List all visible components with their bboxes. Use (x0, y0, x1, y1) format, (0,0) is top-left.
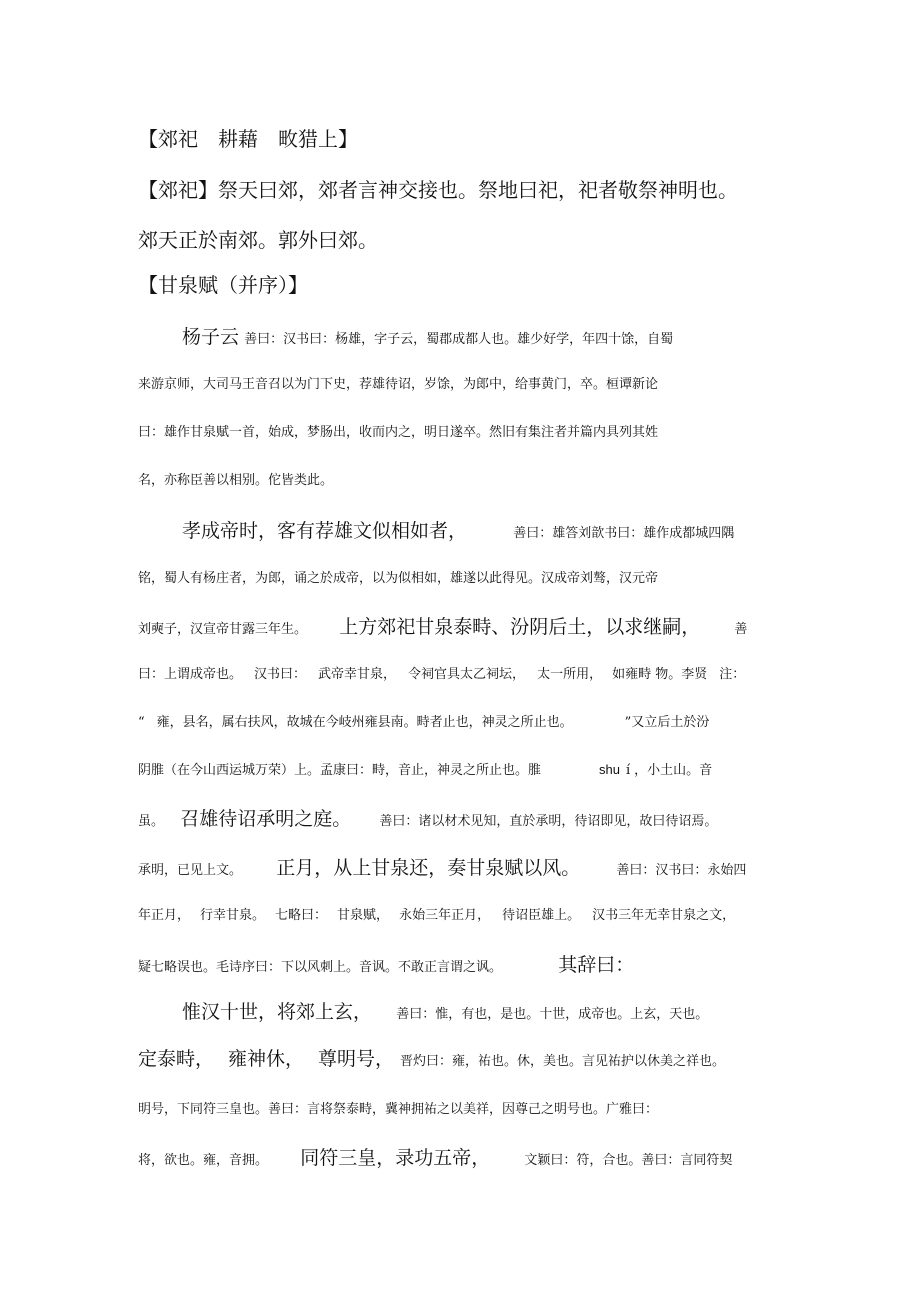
main-text: 其辞曰： (558, 954, 635, 976)
main-text: 杨子云 (182, 326, 240, 348)
pinyin: shu (599, 762, 620, 777)
annotation-line: 曰：雄作甘泉赋一首，始成，梦肠出，收而内之，明日遂卒。然旧有集注者并篇内具列其姓 (138, 425, 659, 440)
annotation-segment: 武帝幸甘泉， (318, 667, 397, 682)
annotation-segment: 甘泉赋， (337, 908, 390, 923)
main-text: 上方郊祀甘泉泰畤、汾阴后土，以求继嗣， (339, 616, 701, 638)
text-line (138, 612, 747, 639)
section-heading: 【甘泉赋（并序）】 (138, 273, 308, 297)
annotation-line: 明号，下同符三皇也。善曰：言将祭泰畤，冀神拥祐之以美祥，因尊己之明号也。广雅曰： (138, 1102, 659, 1117)
annotation-line: 名，亦称臣善以相别。佗皆类此。 (138, 473, 334, 488)
annotation-segment: 待诏臣雄上。 (502, 908, 581, 923)
annotation-segment: ，小土山。音 (634, 763, 713, 778)
annotation-segment: 雍，县名，属右扶风，故城在今岐州雍县南。畤者止也，神灵之所止也。 (156, 715, 573, 730)
annotation: 善曰：雄答刘歆书曰：雄作成都城四隅 (513, 526, 735, 541)
annotation-line (138, 759, 712, 778)
annotation-segment: 曰：上谓成帝也。 (138, 667, 243, 682)
main-text: 惟汉十世，将郊上玄， (182, 1001, 373, 1023)
annotation: 文颖曰：符，合也。善曰：言同符契 (524, 1153, 733, 1168)
annotation-line: 来游京师，大司马王音召以为门下史，荐雄待诏，岁馀，为郎中，给事黄门，卒。桓谭新论 (138, 377, 659, 392)
annotation-line (138, 904, 735, 923)
annotation-segment: 汉书曰： (254, 667, 307, 682)
text-line (182, 997, 708, 1024)
main-text: 孝成帝时，客有荐雄文似相如者， (182, 520, 468, 542)
annotation: 善曰：诸以材术见知，直於承明，待诏即见，故曰待诏焉。 (379, 814, 718, 829)
annotation-segment: 如雍畤 物。李贤 (612, 667, 708, 682)
text-line (138, 1143, 732, 1170)
annotation-segment: ”又立后土於汾 (624, 715, 710, 730)
main-text: 尊明号， (318, 1048, 395, 1070)
open-quote: “ (138, 715, 145, 730)
text-line (138, 853, 746, 880)
annotation-line: 铭，蜀人有杨庄者，为郎，诵之於成帝，以为似相如，雄遂以此得见。汉成帝刘骜，汉元帝 (138, 571, 659, 586)
annotation: 善曰：汉书曰：永始四 (616, 863, 747, 878)
annotation-segment: 年正月， (138, 908, 191, 923)
text-line (138, 1044, 725, 1071)
annotation-line (138, 711, 709, 730)
annotation-segment: 太一所用， (537, 667, 603, 682)
annotation-segment: 行幸甘泉。 (200, 908, 266, 923)
annotation: 将，欲也。雍，音拥。 (138, 1153, 269, 1168)
text-line (138, 950, 634, 977)
main-text: 召雄待诏承明之庭。 (180, 808, 352, 830)
annotation-segment: 七略曰： (275, 908, 328, 923)
annotation-segment: 令祠官具太乙祠坛， (408, 667, 526, 682)
text-line (138, 804, 717, 831)
text-line (182, 322, 673, 349)
annotation: 善曰：惟，有也，是也。十世，成帝也。上玄，天也。 (396, 1007, 709, 1022)
annotation: 善 (734, 622, 748, 637)
main-text: 定泰畤， (138, 1048, 215, 1070)
annotation-line (138, 663, 745, 682)
annotation: 疑七略误也。毛诗序曰：下以风刺上。音讽。不敢正言谓之讽。 (138, 960, 503, 975)
annotation: 刘奭子，汉宣帝甘露三年生。 (138, 622, 308, 637)
annotation-segment: 汉书三年无幸甘泉之文， (592, 908, 736, 923)
main-text: 雍神休， (228, 1048, 305, 1070)
text-line (182, 516, 734, 543)
main-text: 正月，从上甘泉还，奏甘泉赋以风。 (276, 857, 581, 879)
annotation: 善曰：汉书曰：杨雄，字子云，蜀郡成都人也。雄少好学，年四十馀，自蜀 (244, 332, 674, 347)
annotation-segment: 永始三年正月， (399, 908, 491, 923)
section-heading: 【郊祀 耕藉 畋猎上】 (138, 127, 358, 151)
text-line: 郊天正於南郊。郭外曰郊。 (138, 228, 378, 252)
annotation-segment: 阴脽（在今山西运城万荣）上。孟康曰：畤，音止，神灵之所止也。脽 (138, 763, 542, 778)
annotation: 承明，已见上文。 (138, 863, 243, 878)
annotation-segment: 注： (719, 667, 746, 682)
annotation: 晋灼曰：雍，祐也。休，美也。言见祐护以休美之祥也。 (400, 1054, 726, 1069)
pinyin-tone: í (625, 763, 631, 778)
annotation: 虽。 (138, 814, 165, 829)
main-text: 同符三皇，录功五帝， (300, 1147, 491, 1169)
text-line: 【郊祀】祭天曰郊，郊者言神交接也。祭地曰祀，祀者敬祭神明也。 (138, 178, 738, 202)
